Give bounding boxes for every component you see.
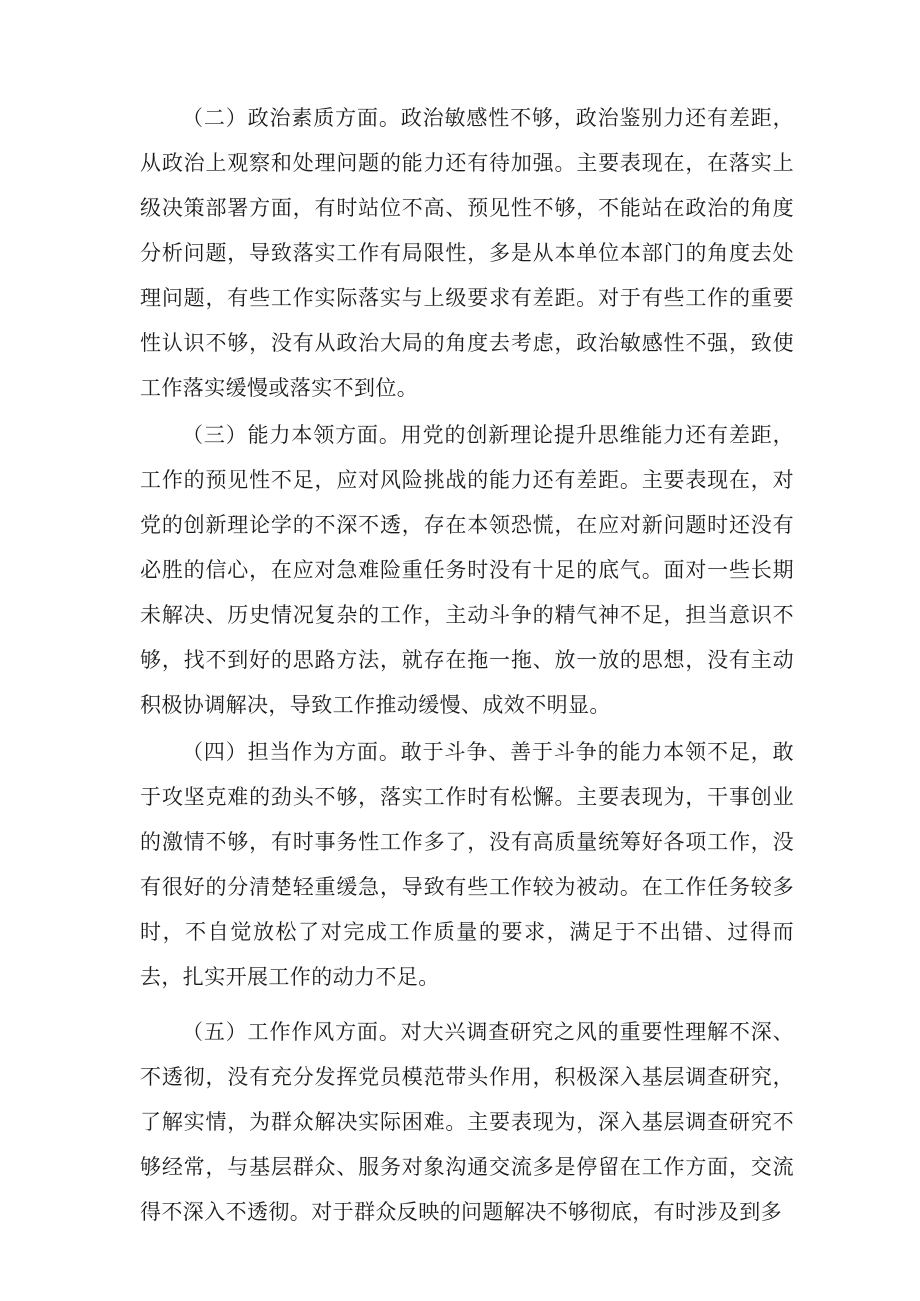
paragraph-political-quality: （二）政治素质方面。政治敏感性不够，政治鉴别力还有差距，从政治上观察和处理问题的能力还有待加强。主要表现在，在落实上级决策部署方面，有时站位不高、预见性不够，不能站在政治的角度分析问题，导致落实工作有局限性，多是从本单位本部门的角度去处理问题，有些工作实际落实与上级要求有差距。对于有些工作的重要性认识不够，没有从政治大局的角度去考虑，政治敏感性不强，致使工作落实缓慢或落实不到位。 [140,106,794,400]
paragraph-ability: （三）能力本领方面。用党的创新理论提升思维能力还有差距，工作的预见性不足，应对风险挑战的能力还有差距。主要表现在，对党的创新理论学的不深不透，存在本领恐慌，在应对新问题时还没有必胜的信心，在应对急难险重任务时没有十足的底气。面对一些长期未解决、历史情况复杂的工作，主动斗争的精气神不足，担当意识不够，找不到好的思路方法，就存在拖一拖、放一放的思想，没有主动积极协调解决，导致工作推动缓慢、成效不明显。 [140,423,794,717]
paragraph-work-style: （五）工作作风方面。对大兴调查研究之风的重要性理解不深、不透彻，没有充分发挥党员模范带头作用，积极深入基层调查研究，了解实情，为群众解决实际困难。主要表现为，深入基层调查研究不够经常，与基层群众、服务对象沟通交流多是停留在工作方面，交流得不深入不透彻。对于群众反映的问题解决不够彻底，有时涉及到多 [140,1020,794,1224]
paragraph-responsibility: （四）担当作为方面。敢于斗争、善于斗争的能力本领不足，敢于攻坚克难的劲头不够，落实工作时有松懈。主要表现为，干事创业的激情不够，有时事务性工作多了，没有高质量统筹好各项工作，没有很好的分清楚轻重缓急，导致有些工作较为被动。在工作任务较多时，不自觉放松了对完成工作质量的要求，满足于不出错、过得而去，扎实开展工作的动力不足。 [140,740,794,989]
document-body [140,96,794,1235]
